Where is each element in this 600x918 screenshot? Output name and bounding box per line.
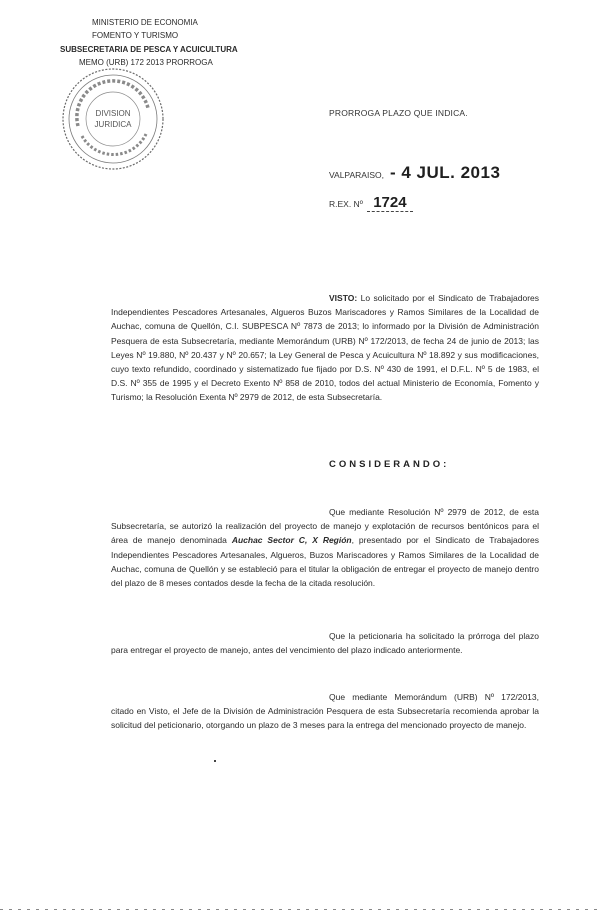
considerando-paragraph-2	[111, 629, 539, 657]
considerando-p3-text: Que mediante Memorándum (URB) Nº 172/2013, citado en Visto, el Jefe de la División de Administración Pesquera de esta Subsecretaría recomienda aprobar la solicitud del peticionario, otorgando un plazo de 3 meses para la entrega del mencionado proyecto de manejo.	[111, 692, 539, 731]
considerando-p1-area-name: Auchac Sector C, X Región	[231, 535, 352, 546]
scan-bottom-edge	[0, 909, 600, 910]
visto-paragraph	[111, 291, 539, 405]
visto-label: VISTO:	[329, 293, 358, 303]
document-subject: PRORROGA PLAZO QUE INDICA.	[329, 108, 468, 118]
memo-reference: MEMO (URB) 172 2013 PRORROGA	[79, 58, 213, 67]
seal-text-juridica: JURIDICA	[94, 120, 132, 129]
handwritten-date: - 4 JUL. 2013	[389, 163, 501, 182]
seal-text-division: DIVISION	[95, 109, 131, 118]
subsecretaria-line: SUBSECRETARIA DE PESCA Y ACUICULTURA	[60, 45, 238, 54]
considerando-paragraph-3	[111, 690, 539, 733]
date-line	[329, 163, 500, 183]
resolution-number-line	[329, 194, 413, 212]
official-seal-stamp	[60, 66, 166, 172]
ministry-line-1: MINISTERIO DE ECONOMIA	[92, 18, 198, 27]
considerando-paragraph-1	[111, 505, 539, 590]
visto-text: Lo solicitado por el Sindicato de Trabajadores Independientes Pescadores Artesanales, Algueros Buzos Mariscadores y Ramos Similares de la Localidad de Auchac, comuna de Quellón, C.I. SUBPESCA Nº 7873 de 2013; lo informado por la División de Administración Pesquera de esta Subsecretaría, mediante Memorándum (URB) Nº 172/2013, de fecha 24 de junio de 2013; las Leyes Nº 19.880, Nº 20.437 y Nº 20.657; la Ley General de Pesca y Acuicultura Nº 18.892 y sus modificaciones, cuyo texto refundido, coordinado y sistematizado fue fijado por D.S. Nº 430 de 1991, el D.F.L. Nº 5 de 1983, el D.S. Nº 355 de 1995 y el Decreto Exento Nº 858 de 2010, todos del actual Ministerio de Economía, Fomento y Turismo; la Resolución Exenta Nº 2979 de 2012, de esta Subsecretaría.	[111, 293, 539, 403]
rex-number: 1724	[367, 194, 412, 212]
considerando-heading: CONSIDERANDO:	[329, 459, 450, 470]
considerando-p2-text: Que la peticionaria ha solicitado la prórroga del plazo para entregar el proyecto de manejo, antes del vencimiento del plazo indicado anteriormente.	[111, 631, 539, 656]
considerando-p1-before: Que mediante Resolución Nº 2979 de 2012, de esta Subsecretaría, se autorizó la realización del proyecto de manejo y explotación de recursos bentónicos para el área de manejo denominada	[111, 507, 539, 546]
ministry-line-2: FOMENTO Y TURISMO	[92, 31, 179, 40]
rex-label: R.EX. Nº	[329, 199, 363, 209]
date-place: VALPARAISO,	[329, 170, 384, 180]
considerando-p1-after: , presentado por el Sindicato de Trabajadores Independientes Pescadores Artesanales, Algueros, Buzos Mariscadores y Ramos Similares de la Localidad de Auchac, comuna de Quellón y se estableció para el titular la obligación de entregar el proyecto de manejo dentro del plazo de 8 meses contados desde la fecha de la citada resolución.	[111, 535, 539, 589]
scan-speck	[214, 760, 216, 762]
